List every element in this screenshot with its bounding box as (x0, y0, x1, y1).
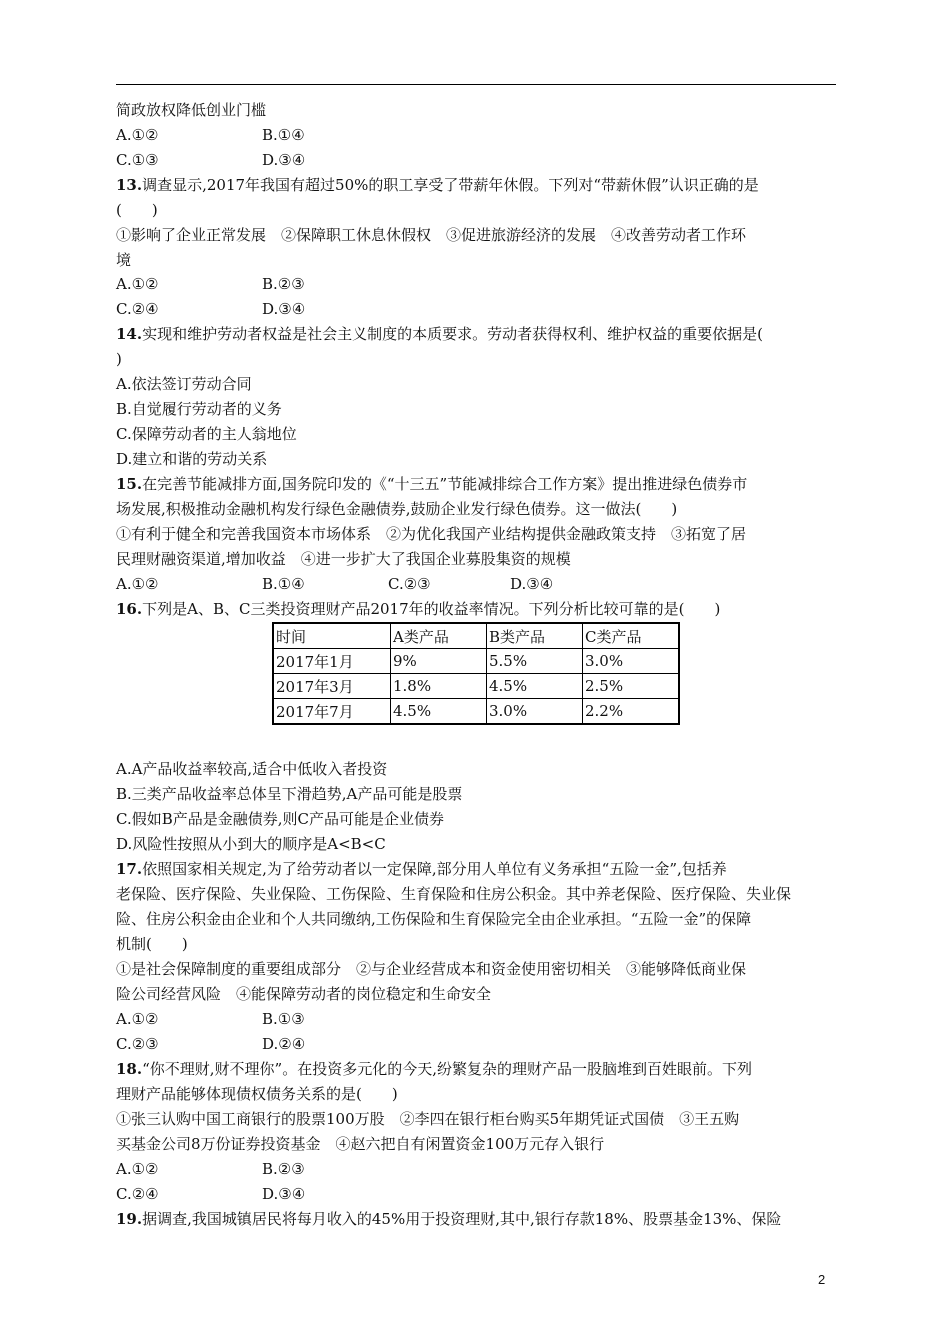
q17-option-c: C.②③ (116, 1035, 159, 1053)
q19-stem-line1 (116, 1207, 781, 1231)
q13-items-line1: ①影响了企业正常发展 ②保障职工休息休假权 ③促进旅游经济的发展 ④改善劳动者工作环 (116, 226, 747, 244)
q13-items-line2: 境 (116, 251, 132, 269)
q13-option-a: A.①② (116, 275, 159, 293)
q17-option-b: B.①③ (262, 1010, 305, 1028)
q17-option-a: A.①② (116, 1010, 159, 1028)
q14-option-d: D.建立和谐的劳动关系 (116, 450, 268, 468)
q15-number: 15. (116, 475, 143, 493)
q16-option-b: B.三类产品收益率总体呈下滑趋势,A产品可能是股票 (116, 785, 463, 803)
q12-option-d: D.③④ (262, 151, 306, 169)
q17-stem-line3: 险、住房公积金由企业和个人共同缴纳,工伤保险和生育保险完全由企业承担。“五险一金”的保障 (116, 910, 752, 928)
table-cell: 2.5% (583, 674, 680, 699)
intro-tail: 简政放权降低创业门槛 (116, 101, 267, 119)
table-cell: 2017年3月 (273, 674, 391, 699)
table-header-cell: A类产品 (391, 623, 487, 649)
header-rule (116, 84, 836, 85)
q18-option-d: D.③④ (262, 1185, 306, 1203)
q15-items-line2: 民理财融资渠道,增加收益 ④进一步扩大了我国企业募股集资的规模 (116, 550, 571, 568)
q14-number: 14. (116, 325, 143, 343)
q15-items-line1: ①有利于健全和完善我国资本市场体系 ②为优化我国产业结构提供金融政策支持 ③拓宽了居 (116, 525, 747, 543)
q13-option-d: D.③④ (262, 300, 306, 318)
q13-number: 13. (116, 176, 143, 194)
q18-items-line1: ①张三认购中国工商银行的股票100万股 ②李四在银行柜台购买5年期凭证式国债 ③王五购 (116, 1110, 740, 1128)
q12-option-a: A.①② (116, 126, 159, 144)
q13-stem-line2: ( ) (116, 201, 158, 219)
q18-option-a: A.①② (116, 1160, 159, 1178)
table-row (273, 699, 679, 725)
q18-number: 18. (116, 1060, 143, 1078)
table-row (273, 649, 679, 674)
q17-number: 17. (116, 860, 143, 878)
page-number: 2 (818, 1272, 826, 1287)
q18-option-b: B.②③ (262, 1160, 305, 1178)
table-cell: 4.5% (391, 699, 487, 725)
q13-option-b: B.②③ (262, 275, 305, 293)
table-header-cell: B类产品 (487, 623, 583, 649)
q17-stem-text: 依照国家相关规定,为了给劳动者以一定保障,部分用人单位有义务承担“五险一金”,包括养 (142, 860, 727, 878)
q18-stem-line1 (116, 1057, 752, 1081)
q18-stem-text: “你不理财,财不理你”。在投资多元化的今天,纷繁复杂的理财产品一股脑堆到百姓眼前。下列 (142, 1060, 752, 1078)
q13-stem-line1 (116, 173, 759, 197)
table-cell: 3.0% (487, 699, 583, 725)
q14-option-b: B.自觉履行劳动者的义务 (116, 400, 282, 418)
q16-number: 16. (116, 600, 143, 618)
table-cell: 1.8% (391, 674, 487, 699)
table-cell: 4.5% (487, 674, 583, 699)
q15-stem-line2: 场发展,积极推动金融机构发行绿色金融债券,鼓励企业发行绿色债券。这一做法( ) (116, 500, 678, 518)
yield-table (272, 622, 680, 725)
q12-option-b: B.①④ (262, 126, 305, 144)
q16-option-a: A.A产品收益率较高,适合中低收入者投资 (116, 760, 388, 778)
q15-option-d: D.③④ (510, 575, 554, 593)
q15-stem-line1 (116, 472, 747, 496)
q15-stem-text: 在完善节能减排方面,国务院印发的《“十三五”节能减排综合工作方案》提出推进绿色债券市 (142, 475, 748, 493)
table-header-cell: 时间 (273, 623, 391, 649)
table-cell: 2017年7月 (273, 699, 391, 725)
q16-stem (116, 597, 720, 621)
q19-number: 19. (116, 1210, 143, 1228)
q18-stem-line2: 理财产品能够体现债权债务关系的是( ) (116, 1085, 398, 1103)
q17-stem-line2: 老保险、医疗保险、失业保险、工伤保险、生育保险和住房公积金。其中养老保险、医疗保险、失业保 (116, 885, 792, 903)
q17-items-line2: 险公司经营风险 ④能保障劳动者的岗位稳定和生命安全 (116, 985, 492, 1003)
q14-stem-text: 实现和维护劳动者权益是社会主义制度的本质要求。劳动者获得权利、维护权益的重要依据是( (142, 325, 763, 343)
q12-option-c: C.①③ (116, 151, 159, 169)
q16-option-c: C.假如B产品是金融债券,则C产品可能是企业债券 (116, 810, 444, 828)
table-cell: 2017年1月 (273, 649, 391, 674)
q16-stem-text: 下列是A、B、C三类投资理财产品2017年的收益率情况。下列分析比较可靠的是( ) (142, 600, 721, 618)
q19-stem-text: 据调查,我国城镇居民将每月收入的45%用于投资理财,其中,银行存款18%、股票基金13%、保险 (142, 1210, 782, 1228)
table-cell: 9% (391, 649, 487, 674)
q14-stem-line2: ) (116, 350, 122, 368)
q14-option-c: C.保障劳动者的主人翁地位 (116, 425, 297, 443)
q18-items-line2: 买基金公司8万份证券投资基金 ④赵六把自有闲置资金100万元存入银行 (116, 1135, 605, 1153)
q14-stem-line1 (116, 322, 763, 346)
table-cell: 5.5% (487, 649, 583, 674)
q18-option-c: C.②④ (116, 1185, 159, 1203)
q14-option-a: A.依法签订劳动合同 (116, 375, 252, 393)
q15-option-b: B.①④ (262, 575, 305, 593)
q17-option-d: D.②④ (262, 1035, 306, 1053)
table-cell: 2.2% (583, 699, 680, 725)
q13-stem-text: 调查显示,2017年我国有超过50%的职工享受了带薪年休假。下列对“带薪休假”认识正确的是 (142, 176, 759, 194)
q15-option-c: C.②③ (388, 575, 431, 593)
table-header-row (273, 623, 679, 649)
table-cell: 3.0% (583, 649, 680, 674)
q17-items-line1: ①是社会保障制度的重要组成部分 ②与企业经营成本和资金使用密切相关 ③能够降低商业保 (116, 960, 747, 978)
q16-option-d: D.风险性按照从小到大的顺序是A<B<C (116, 835, 386, 853)
q15-option-a: A.①② (116, 575, 159, 593)
table-row (273, 674, 679, 699)
q17-stem-line1 (116, 857, 727, 881)
q13-option-c: C.②④ (116, 300, 159, 318)
table-header-cell: C类产品 (583, 623, 680, 649)
q17-stem-line4: 机制( ) (116, 935, 188, 953)
